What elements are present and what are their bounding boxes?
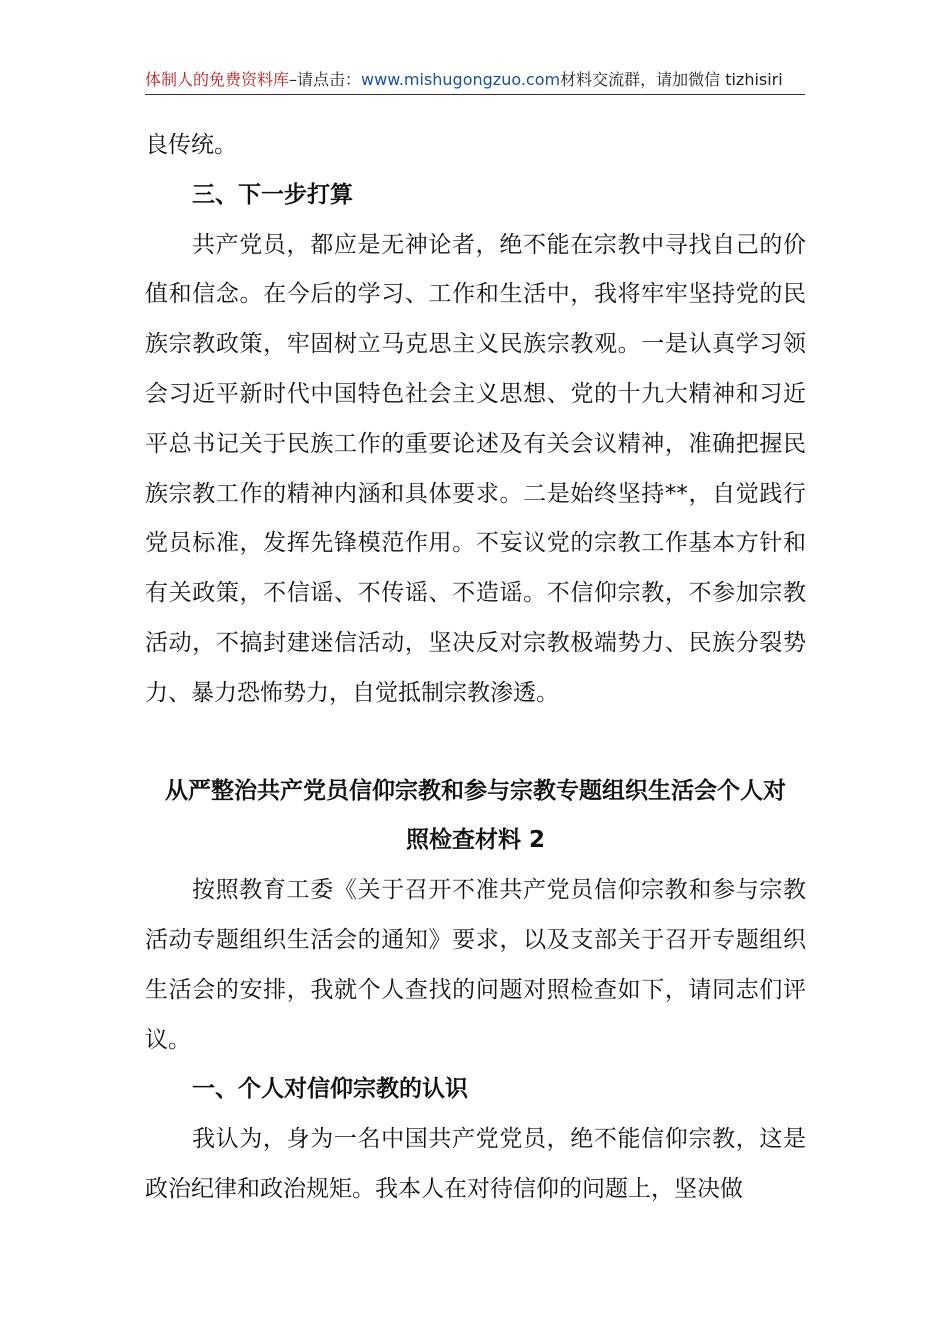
document-body bbox=[145, 121, 806, 1215]
page-header bbox=[145, 68, 805, 95]
header-site-name: 体制人的免费资料库 bbox=[145, 70, 290, 89]
header-separator: –请点击： bbox=[289, 70, 362, 89]
section1-paragraph: 我认为，身为一名中国共产党党员，绝不能信仰宗教，这是政治纪律和政治规矩。我本人在对待信仰的问题上，坚决做 bbox=[145, 1126, 806, 1202]
doc2-title bbox=[145, 767, 806, 867]
header-contact-text: 材料交流群，请加微信 tizhisiri bbox=[560, 70, 783, 89]
header-url-link[interactable]: www.mishugongzuo.com bbox=[361, 70, 561, 89]
section1-heading: 一、个人对信仰宗教的认识 bbox=[192, 1076, 468, 1103]
continuation-text: 良传统。 bbox=[145, 132, 237, 158]
section3-heading: 三、下一步打算 bbox=[192, 181, 353, 208]
section3-paragraph: 共产党员，都应是无神论者，绝不能在宗教中寻找自己的价值和信念。在今后的学习、工作和生活中，我将牢牢坚持党的民族宗教政策，牢固树立马克思主义民族宗教观。一是认真学习领会习近平新时代中国特色社会主义思想、党的十九大精神和习近平总书记关于民族工作的重要论述及有关会议精神，准确把握民族宗教工作的精神内涵和具体要求。二是始终坚持**，自觉践行党员标准，发挥先锋模范作用。不妄议党的宗教工作基本方针和有关政策，不信谣、不传谣、不造谣。不信仰宗教，不参加宗教活动，不搞封建迷信活动，坚决反对宗教极端势力、民族分裂势力、暴力恐怖势力，自觉抵制宗教渗透。 bbox=[145, 231, 806, 706]
doc2-intro-paragraph: 按照教育工委《关于召开不准共产党员信仰宗教和参与宗教活动专题组织生活会的通知》要求，以及支部关于召开专题组织生活会的安排，我就个人查找的问题对照检查如下，请同志们评议。 bbox=[145, 877, 806, 1053]
doc2-title-line2: 照检查材料 2 bbox=[405, 827, 545, 854]
doc2-title-line1: 从严整治共产党员信仰宗教和参与宗教专题组织生活会个人对 bbox=[165, 777, 786, 804]
